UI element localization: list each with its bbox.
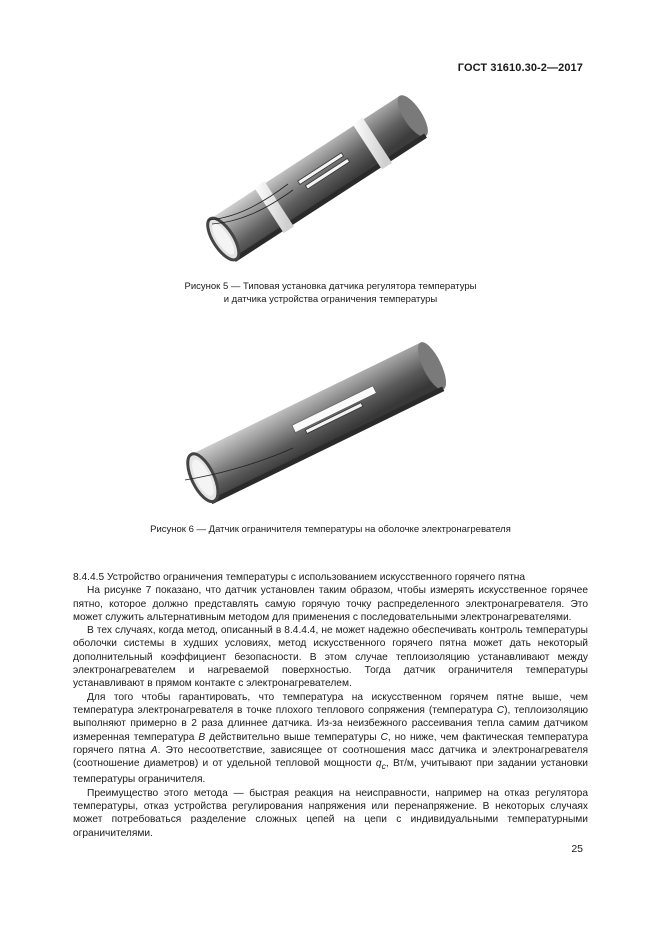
figure-6-caption: Рисунок 6 — Датчик ограничителя температуры на оболочке электронагревателя [150, 524, 511, 535]
figure-5-caption-line1: Рисунок 5 — Типовая установка датчика регулятора температуры [184, 281, 477, 292]
figure-5-caption [0, 280, 661, 306]
section-heading: 8.4.4.5 Устройство ограничения температуры с использованием искусственного горячего пятна [73, 572, 526, 583]
figure-6-illustration [175, 330, 460, 515]
document-header: ГОСТ 31610.30-2—2017 [457, 62, 583, 74]
page-number: 25 [571, 843, 583, 855]
paragraph-3: Для того чтобы гарантировать, что температура на искусственном горячем пятне выше, чем температура электронагревателя в точке плохого теплового сопряжения (температура С), теплоизоляцию выполняют примерно в 2 раза длиннее датчика. Из-за неизбежного рассеивания тепла самим датчиком измеренная температура В действительно выше температуры С, но ниже, чем фактическая температура горячего пятна А. Это несоответствие, зависящее от соотношения масс датчика и электронагревателя (соотношение диаметров) и от удельной тепловой мощности $q_с$, Вт/м, учитывают при задании установки температуры ограничителя. [73, 691, 589, 786]
figure-5-caption-line2: и датчика устройства ограничения температуры [223, 294, 438, 305]
body-text [73, 571, 588, 840]
figure-5-illustration [190, 80, 450, 265]
paragraph-4: Преимущество этого метода — быстрая реакция на неисправности, например на отказ регулятора температуры, отказ устройства регулирования напряжения или перенапряжение. В некоторых случаях может потребоваться разделение сложных цепей на цепи с индивидуальными температурными ограничителями. [73, 787, 588, 839]
paragraph-2: В тех случаях, когда метод, описанный в 8.4.4.4, не может надежно обеспечивать контроль температуры оболочки системы в худших условиях, метод искусственного горячего пятна может дать некоторый дополнительный коэффициент безопасности. В этом случае теплоизоляцию устанавливают между электронагревателем и нагреваемой поверхностью. Тогда датчик ограничителя температуры устанавливают в прямом контакте с электронагревателем. [73, 625, 588, 690]
paragraph-1: На рисунке 7 показано, что датчик установлен таким образом, чтобы измерять искусственное горячее пятно, которое должно представлять самую горячую точку распределенного электронагревателя. Это может служить альтернативным методом для применения с последовательными электронагревателями. [73, 585, 588, 623]
